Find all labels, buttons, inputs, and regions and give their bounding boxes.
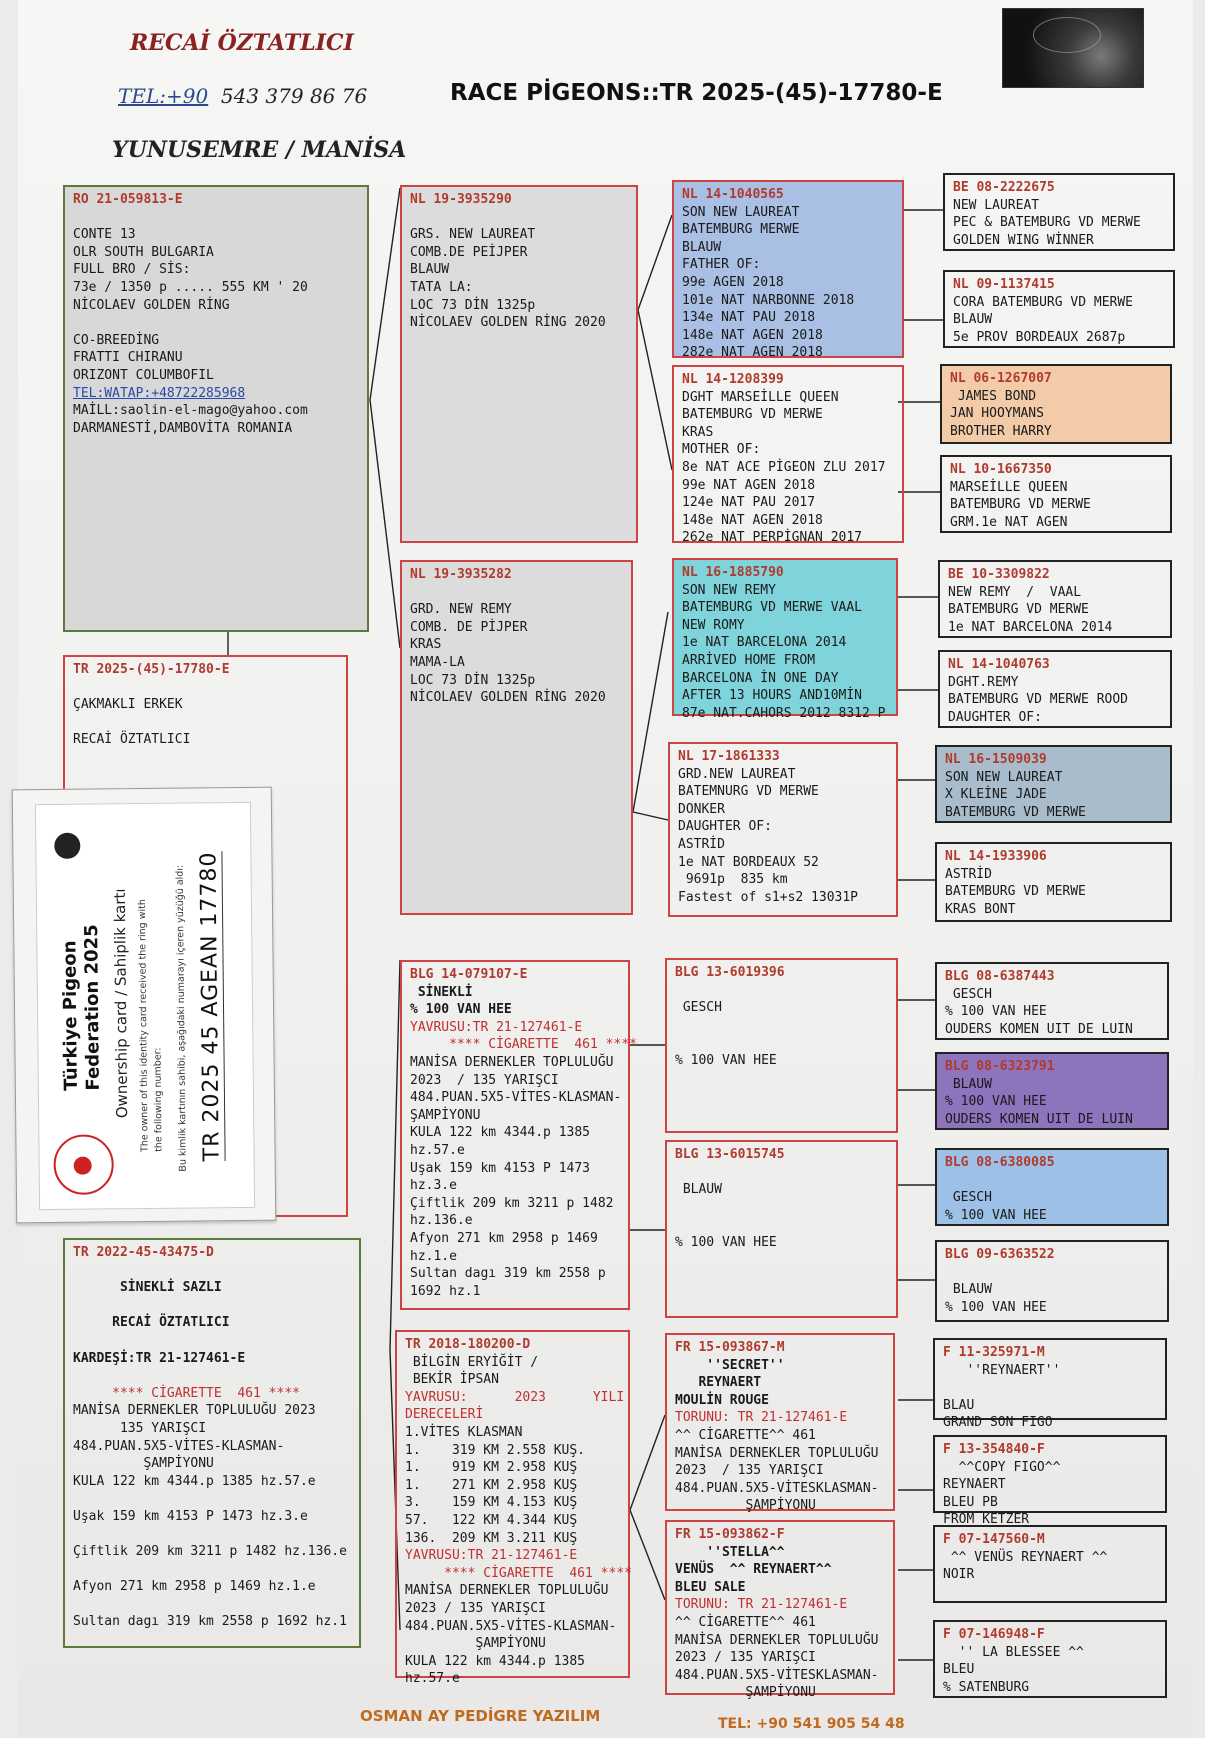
g2-details-2: GRD. NEW REMY COMB. DE PİJPER KRAS MAMA-LA LOC 73 DİN 1325p NİCOLAEV GOLDEN RİNG 2020 [410,602,606,706]
g2-results-3: MANİSA DERNEKLER TOPLULUĞU 2023 / 135 YARIŞCI 484.PUAN.5X5-VİTES-KLASMAN- ŞAMPİYONU KULA 122 km 4344.p 1385 hz.57.e Uşak 159 km 4153 P 1473 hz.3.e Çiftlik 209 km 3211 p 1482 hz.136.e Afyon 271 km 2958 p 1469 hz.1.e Sultan dagı 319 km 2558 p 1692 hz.1 [410,1054,622,1299]
g4-details-14: ^^COPY FIGO^^ REYNAERT BLEU PB FROM KETZER [943,1459,1061,1528]
g3-ring-1: NL 14-1040565 [682,187,784,202]
g4-ring-15: F 07-147560-M [943,1532,1045,1547]
g3-box-3 [672,558,898,721]
g2-cigarette-4: **** CİGARETTE 461 **** [405,1565,632,1581]
g3-box-6 [665,1140,898,1318]
ownership-card-inner [35,802,255,1210]
g4-box-14 [933,1435,1167,1528]
g2-box-1 [400,185,638,543]
ownership-card-content [36,803,254,1209]
g2-results-4: 1.VİTES KLASMAN 1. 319 KM 2.558 KUŞ. 1. 919 KM 2.958 KUŞ 1. 271 KM 2.958 KUŞ 3. 159 KM 4.153 KUŞ 57. 122 KM 4.344 KUŞ 136. 209 KM 3.211 KUŞ [405,1424,586,1546]
dam-ring: TR 2022-45-43475-D [73,1245,214,1260]
g3-details-4: GRD.NEW LAUREAT BATEMNURG VD MERWE DONKER DAUGHTER OF: ASTRİD 1e NAT BORDEAUX 52 9691p 835 km Fastest of s1+s2 13031P [678,766,859,905]
ownership-text-tr: Bu kimlik kartının sahibi, aşağıdaki numarayı içeren yüzüğü aldı: [174,864,189,1172]
sire-box [63,185,369,632]
g4-ring-3: NL 06-1267007 [950,371,1052,386]
g2-ring-4: TR 2018-180200-D [405,1337,531,1352]
g2-box-4 [395,1330,632,1687]
g4-ring-9: BLG 08-6387443 [945,969,1055,984]
g2-ring-2: NL 19-3935282 [410,567,512,582]
g3-details-1: SON NEW LAUREAT BATEMBURG MERWE BLAUW FATHER OF: 99e AGEN 2018 101e NAT NARBONNE 2018 134e NAT PAU 2018 148e NAT AGEN 2018 282e NAT AGEN 2018 [682,204,855,361]
dam-results: MANİSA DERNEKLER TOPLULUĞU 2023 135 YARIŞCI 484.PUAN.5X5-VİTES-KLASMAN- ŞAMPİYONU KULA 122 km 4344.p 1385 hz.57.e Uşak 159 km 4153 P 1473 hz.3.e Çiftlik 209 km 3211 p 1482 hz.136.e Afyon 271 km 2958 p 1469 hz.1.e Sultan dagı 319 km 2558 p 1692 hz.1 [73,1403,347,1630]
g2-ring-1: NL 19-3935290 [410,192,512,207]
g4-box-10 [935,1052,1169,1130]
g4-box-12 [935,1240,1169,1322]
g4-box-6 [938,650,1172,728]
g4-details-11: GESCH % 100 VAN HEE [945,1190,1047,1223]
g4-ring-4: NL 10-1667350 [950,462,1052,477]
ownership-text-en-1: The owner of this identity card received the ring with [136,899,151,1153]
g3-grandchild-8: TORUNU: TR 21-127461-E [675,1597,848,1613]
g3-details-5: GESCH % 100 VAN HEE [675,1000,777,1068]
g4-details-10: BLAUW % 100 VAN HEE OUDERS KOMEN UIT DE LUIN [945,1076,1133,1127]
g3-box-5 [665,958,898,1133]
sire-details: CONTE 13 OLR SOUTH BULGARIA FULL BRO / SİS: 73e / 1350 p ..... 555 KM ' 20 NİCOLAEV GOLDEN RİNG CO-BREEDİNG FRATTI CHIRANU ORIZONT COLUMBOFIL [73,227,308,383]
g2-details-3: SİNEKLİ % 100 VAN HEE [410,984,512,1018]
g4-ring-14: F 13-354840-F [943,1442,1045,1457]
g2-offspring-4: YAVRUSU:TR 21-127461-E [405,1548,578,1564]
dam-cigarette: **** CİGARETTE 461 **** [73,1385,300,1401]
g3-details-8: ''STELLA^^ VENÜS ^^ REYNAERT^^ BLEU SALE [675,1544,832,1595]
g2-box-2 [400,560,633,915]
g4-ring-12: BLG 09-6363522 [945,1247,1055,1262]
g4-box-8 [935,842,1172,922]
g2-box-3 [400,960,637,1310]
dam-box [63,1238,361,1648]
g4-ring-1: BE 08-2222675 [953,180,1055,195]
g4-details-13: ''REYNAERT'' BLAU GRAND SON FIGO [943,1362,1061,1431]
sire-ring: RO 21-059813-E [73,192,183,207]
g3-box-7 [665,1333,895,1514]
page-title: RACE PİGEONS::TR 2025-(45)-17780-E [450,80,943,106]
g4-details-8: ASTRİD BATEMBURG VD MERWE KRAS BONT [945,866,1086,917]
g4-ring-10: BLG 08-6323791 [945,1059,1055,1074]
phone-label: TEL:+90 [118,84,209,108]
g4-box-5 [938,560,1172,638]
g4-ring-11: BLG 08-6380085 [945,1155,1055,1170]
g4-ring-7: NL 16-1509039 [945,752,1047,767]
g3-results-7: ^^ CİGARETTE^^ 461 MANİSA DERNEKLER TOPLULUĞU 2023 / 135 YARIŞCI 484.PUAN.5X5-VİTESKLASMAN- ŞAMPİYONU [675,1427,879,1514]
g3-ring-7: FR 15-093867-M [675,1340,785,1355]
g2-details-4: BİLGİN ERYİĞİT / BEKİR İPSAN [412,1354,539,1388]
dam-details: SİNEKLİ SAZLI RECAİ ÖZTATLICI KARDEŞİ:TR 21-127461-E [73,1280,246,1366]
g4-box-11 [935,1148,1169,1226]
g4-details-12: BLAUW % 100 VAN HEE [945,1282,1047,1315]
phone-number: 543 379 86 76 [220,84,368,108]
footer-software: OSMAN AY PEDİGRE YAZILIM [360,1707,601,1725]
g2-cigarette-3: **** CİGARETTE 461 **** [410,1037,637,1053]
g4-details-16: '' LA BLESSEE ^^ BLEU % SATENBURG [943,1644,1084,1695]
footer-phone: TEL: +90 541 905 54 48 [718,1716,905,1732]
g4-details-7: SON NEW LAUREAT X KLEİNE JADE BATEMBURG VD MERWE [945,769,1086,820]
g4-box-9 [935,962,1169,1040]
g4-ring-6: NL 14-1040763 [948,657,1050,672]
g4-ring-13: F 11-325971-M [943,1345,1045,1360]
sire-mail: MAİLL:saolin-el-mago@yahoo.com DARMANESTİ,DAMBOVİTA ROMANIA [73,403,308,436]
g3-box-2 [672,365,904,546]
subject-details: ÇAKMAKLI ERKEK RECAİ ÖZTATLICI [73,697,191,748]
ownership-text-en-2: the following number: [152,1047,165,1152]
pigeon-icon [54,833,80,859]
g3-ring-8: FR 15-093862-F [675,1527,785,1542]
g2-details-1: GRS. NEW LAUREAT COMB.DE PEİJPER BLAUW TATA LA: LOC 73 DİN 1325p NİCOLAEV GOLDEN RİNG 2020 [410,227,606,331]
g4-ring-16: F 07-146948-F [943,1627,1045,1642]
ownership-title: Ownership card / Sahiplik kartı [110,888,132,1119]
g4-ring-8: NL 14-1933906 [945,849,1047,864]
sire-phone-link[interactable]: TEL:WATAP:+48722285968 [73,385,246,401]
g4-ring-5: BE 10-3309822 [948,567,1050,582]
g3-ring-3: NL 16-1885790 [682,565,784,580]
g4-details-5: NEW REMY / VAAL BATEMBURG VD MERWE 1e NAT BARCELONA 2014 [948,584,1113,635]
g4-details-6: DGHT.REMY BATEMBURG VD MERWE ROOD DAUGHTER OF: [948,674,1129,725]
g4-ring-2: NL 09-1137415 [953,277,1055,292]
ownership-card [12,787,277,1224]
g3-box-8 [665,1520,895,1701]
g3-ring-6: BLG 13-6015745 [675,1147,785,1162]
g3-grandchild-7: TORUNU: TR 21-127461-E [675,1410,848,1426]
g3-ring-2: NL 14-1208399 [682,372,784,387]
g4-box-3 [940,364,1172,444]
g2-offspring-3: YAVRUSU:TR 21-127461-E [410,1019,583,1035]
breeder-name: RECAİ ÖZTATLICI [130,30,354,56]
g4-box-4 [940,455,1172,533]
g4-details-9: GESCH % 100 VAN HEE OUDERS KOMEN UIT DE LUIN [945,986,1133,1037]
ownership-ring-number: TR 2025 45 AGEAN 17780 [196,851,225,1162]
g2-ring-3: BLG 14-079107-E [410,967,528,982]
g3-ring-5: BLG 13-6019396 [675,965,785,980]
g3-box-4 [668,742,898,917]
g3-details-7: ''SECRET'' REYNAERT MOULİN ROUGE [675,1357,785,1408]
g2-results-4b: MANİSA DERNEKLER TOPLULUĞU 2023 / 135 YARIŞCI 484.PUAN.5X5-VİTES-KLASMAN- ŞAMPİYONU KULA 122 km 4344.p 1385 hz.57.e [405,1583,617,1687]
breeder-city: YUNUSEMRE / MANİSA [112,137,407,163]
g4-box-2 [943,270,1175,348]
g4-box-16 [933,1620,1167,1698]
g4-box-15 [933,1525,1167,1603]
g3-details-3: SON NEW REMY BATEMBURG VD MERWE VAAL NEW ROMY 1e NAT BARCELONA 2014 ARRİVED HOME FROM BARCELONA İN ONE DAY AFTER 13 HOURS AND10MİN 87e NAT.CAHORS 2012 8312 P [682,582,886,721]
g3-ring-4: NL 17-1861333 [678,749,780,764]
g2-offspring-label-4: YAVRUSU: 2023 YILI DERECELERİ [405,1389,625,1423]
federation-emblem-icon [53,1134,114,1195]
g4-box-1 [943,173,1175,251]
g4-box-7 [935,745,1172,823]
g4-details-3: JAMES BOND JAN HOOYMANS BROTHER HARRY [950,388,1052,439]
federation-name: Türkiye Pigeon Federation 2025 [59,924,104,1091]
g4-details-4: MARSEİLLE QUEEN BATEMBURG VD MERWE GRM.1e NAT AGEN [950,479,1091,530]
g4-details-2: CORA BATEMBURG VD MERWE BLAUW 5e PROV BORDEAUX 2687p [953,294,1134,345]
subject-ring: TR 2025-(45)-17780-E [73,662,230,677]
g3-details-6: BLAUW % 100 VAN HEE [675,1182,777,1250]
g3-details-2: DGHT MARSEİLLE QUEEN BATEMBURG VD MERWE KRAS MOTHER OF: 8e NAT ACE PİGEON ZLU 2017 99e NAT AGEN 2018 124e NAT PAU 2017 148e NAT AGEN 2018 262e NAT PERPİGNAN 2017 [682,389,886,546]
g4-details-1: NEW LAUREAT PEC & BATEMBURG VD MERWE GOLDEN WING WİNNER [953,197,1141,248]
g4-box-13 [933,1338,1167,1431]
g3-results-8: ^^ CİGARETTE^^ 461 MANİSA DERNEKLER TOPLULUĞU 2023 / 135 YARIŞCI 484.PUAN.5X5-VİTESKLASMAN- ŞAMPİYONU [675,1614,879,1701]
g4-details-15: ^^ VENÜS REYNAERT ^^ NOIR [943,1549,1108,1583]
g3-box-1 [672,180,904,361]
